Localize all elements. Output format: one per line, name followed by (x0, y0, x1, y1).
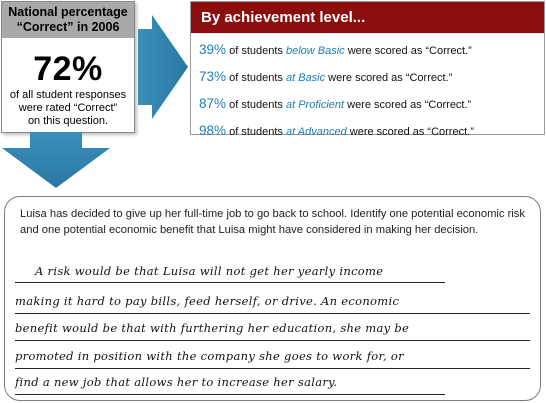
stat-desc-line3: on this question. (27, 115, 109, 127)
achievement-level-name: at Basic (285, 72, 326, 84)
achievement-text-post: were scored as “Correct.” (344, 99, 472, 111)
achievement-panel-title: By achievement level... (191, 2, 544, 33)
national-stat-box (1, 1, 135, 133)
achievement-row-proficient (191, 90, 544, 117)
student-response-box (4, 196, 541, 401)
handwritten-line-1: A risk would be that Luisa will not get her yearly income (15, 261, 445, 283)
achievement-text-post: were scored as “Correct.” (346, 126, 474, 138)
achievement-row-basic (191, 63, 544, 90)
achievement-percent: 39% (199, 42, 227, 57)
right-arrow-icon (138, 15, 190, 119)
achievement-level-panel (190, 1, 545, 138)
achievement-text-pre: of students (226, 126, 286, 138)
national-percent: 72% (33, 50, 103, 88)
achievement-percent: 73% (199, 69, 227, 84)
achievement-text-post: were scored as “Correct.” (344, 45, 472, 57)
achievement-text-pre: of students (226, 72, 286, 84)
handwritten-line-3: benefit would be that with furthering her education, she may be (15, 318, 530, 341)
achievement-row-below-basic (191, 36, 544, 63)
handwritten-line-5: find a new job that allows her to increase her salary. (15, 372, 445, 395)
handwritten-line-2: making it hard to pay bills, feed herself, or drive. An economic (15, 291, 530, 314)
achievement-text-pre: of students (226, 99, 286, 111)
handwritten-line-4: promoted in position with the company she goes to work for, or (15, 346, 530, 369)
stat-header-line2: “Correct” in 2006 (16, 20, 120, 34)
achievement-level-name: below Basic (285, 45, 345, 57)
national-stat-description (2, 89, 134, 128)
stat-desc-line2: were rated “Correct” (18, 102, 118, 114)
stat-header-line1: National percentage (8, 5, 128, 19)
achievement-level-name: at Proficient (285, 99, 345, 111)
achievement-text-post: were scored as “Correct.” (325, 72, 453, 84)
achievement-level-name: at Advanced (285, 126, 347, 138)
national-stat-header (2, 2, 134, 38)
achievement-percent: 87% (199, 96, 227, 111)
achievement-percent: 98% (199, 123, 227, 138)
achievement-text-pre: of students (226, 45, 286, 57)
stat-desc-line1: of all student responses (9, 89, 127, 101)
question-prompt: Luisa has decided to give up her full-time job to go back to school. Identify one potential economic risk and one potential economic benefit that Luisa might have considered in making her decision. (20, 208, 525, 236)
down-arrow-icon (0, 132, 112, 190)
achievement-row-advanced (191, 117, 544, 144)
